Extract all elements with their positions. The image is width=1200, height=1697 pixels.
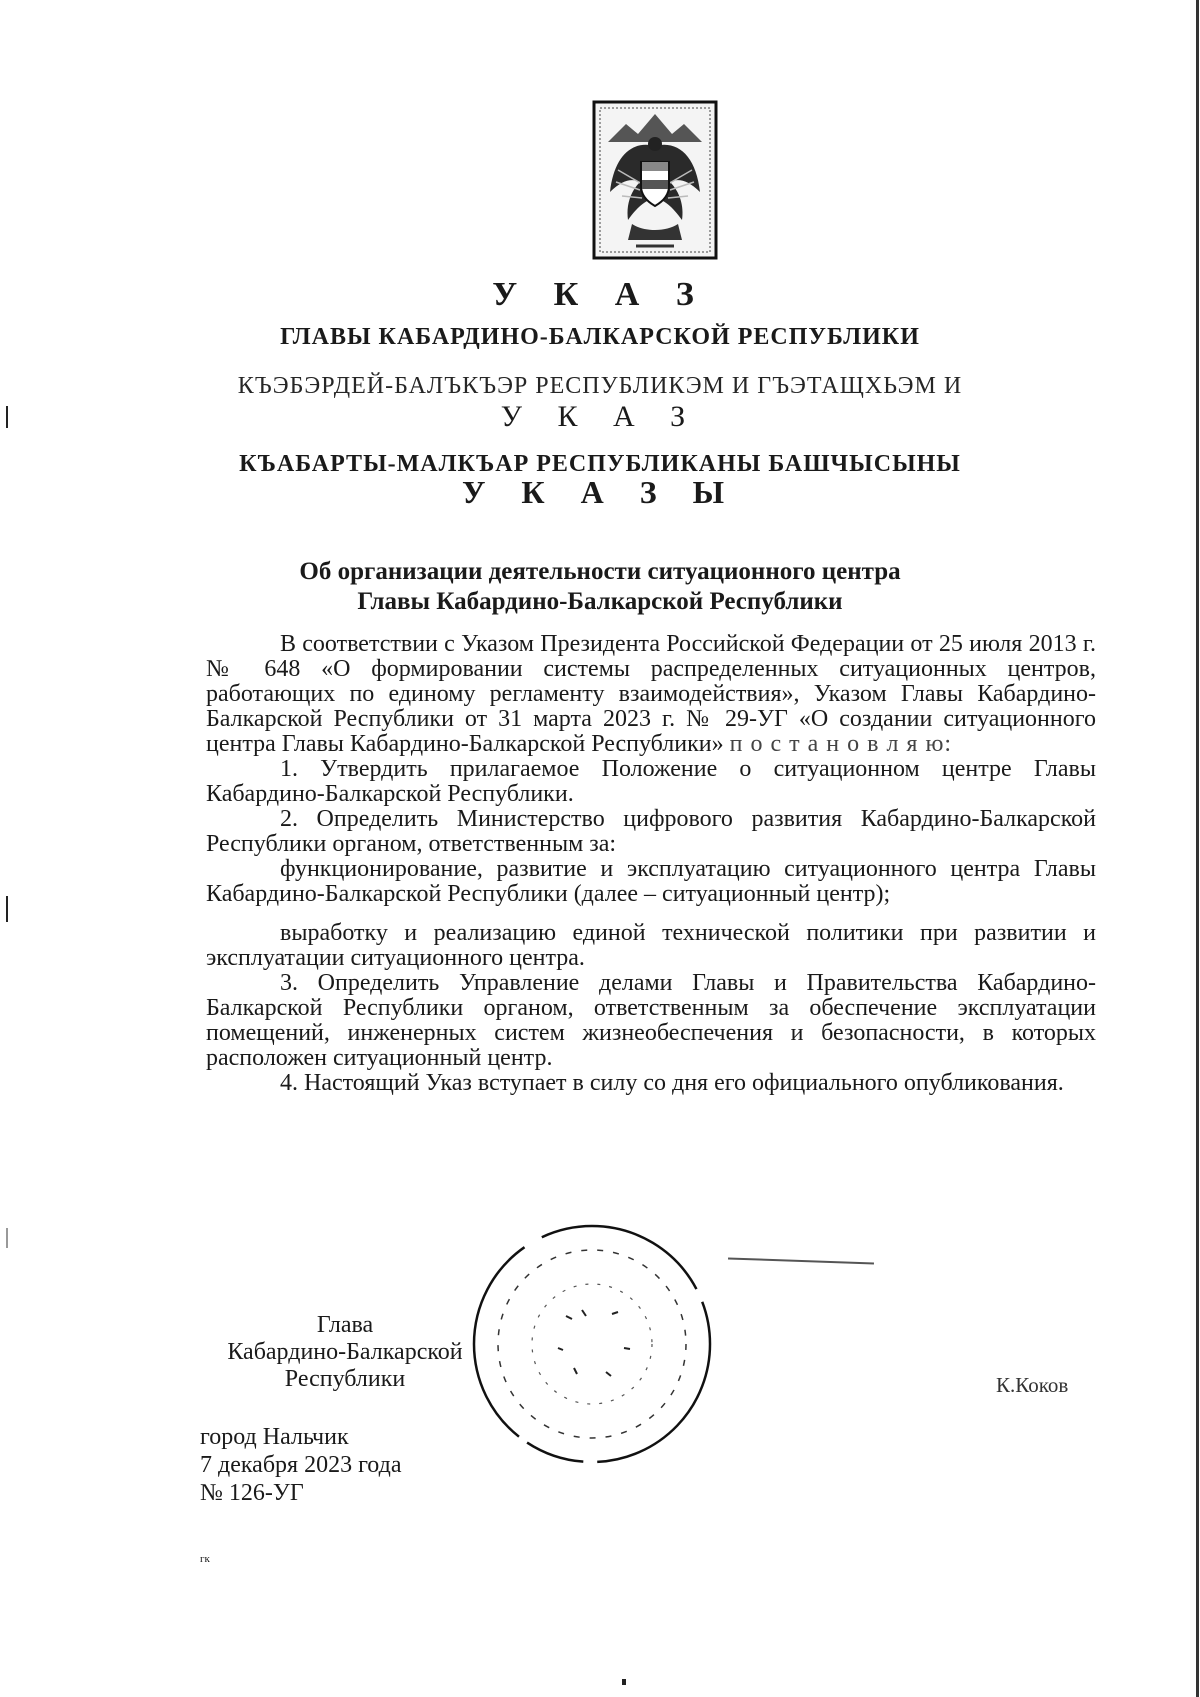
document-number: № 126-УГ <box>200 1480 304 1506</box>
document-title-line-2: Главы Кабардино-Балкарской Республики <box>357 588 843 615</box>
signature-stroke <box>728 1257 874 1264</box>
executor-marker: гк <box>200 1553 210 1565</box>
scan-margin-mark <box>6 406 8 428</box>
scan-margin-mark <box>6 896 8 922</box>
signature-position-line-2: Кабардино-Балкарской <box>227 1339 463 1365</box>
signature-position <box>200 1312 490 1393</box>
issuing-authority-krc: КЪАБАРТЫ-МАЛКЪАР РЕСПУБЛИКАНЫ БАШЧЫСЫНЫ <box>239 451 961 477</box>
decree-heading: У К А З <box>492 276 708 313</box>
signature-position-line-1: Глава <box>316 1312 374 1338</box>
official-seal-stamp <box>462 1218 722 1468</box>
preamble-text: В соответствии с Указом Президента Российской Федерации от 25 июля 2013 г. № 648 «О формировании системы распределенных ситуационных центров, работающих по единому регламенту взаимодействия», Указом Главы Кабардино-Балкарской Республики от 31 марта 2023 г. № 29-УГ «О создании ситуационного центра Главы Кабардино-Балкарской Республики» <box>206 631 1096 757</box>
item-3: 3. Определить Управление делами Главы и Правительства Кабардино-Балкарской Республики органом, ответственным за обеспечение эксплуатации помещений, инженерных систем жизнеобеспечения и безопасности, в которых расположен ситуационный центр. <box>206 970 1096 1071</box>
scan-dot <box>622 1679 626 1685</box>
item-2-clause-b: выработку и реализацию единой технической политики при развитии и эксплуатации ситуационного центра. <box>206 920 1096 971</box>
decree-heading-kbd: У К А З <box>500 400 700 433</box>
preamble-paragraph <box>206 632 1096 757</box>
decree-word: п о с т а н о в л я ю: <box>729 731 953 757</box>
decree-body <box>206 632 1096 1096</box>
issue-date: 7 декабря 2023 года <box>200 1452 402 1478</box>
signer-name: К.Коков <box>996 1373 1069 1397</box>
document-title-line-1: Об организации деятельности ситуационного центра <box>299 558 901 585</box>
document-title <box>0 557 1200 617</box>
item-2: 2. Определить Министерство цифрового развития Кабардино-Балкарской Республики органом, ответственным за: <box>206 806 1096 857</box>
item-4: 4. Настоящий Указ вступает в силу со дня его официального опубликования. <box>280 1070 1064 1096</box>
item-2-clause-a: функционирование, развитие и эксплуатацию ситуационного центра Главы Кабардино-Балкарской Республики (далее – ситуационный центр); <box>206 856 1096 907</box>
issue-city: город Нальчик <box>200 1424 349 1450</box>
decree-heading-krc: У К А З Ы <box>461 474 739 510</box>
coat-of-arms-emblem <box>592 100 718 260</box>
issuing-authority-kbd: КЪЭБЭРДЕЙ-БАЛЪКЪЭР РЕСПУБЛИКЭМ И ГЪЭТАЩХЬЭМ И <box>237 373 963 399</box>
scan-edge-line <box>1196 0 1199 1697</box>
item-1: 1. Утвердить прилагаемое Положение о ситуационном центре Главы Кабардино-Балкарской Республики. <box>206 756 1096 807</box>
issuing-authority-ru: ГЛАВЫ КАБАРДИНО-БАЛКАРСКОЙ РЕСПУБЛИКИ <box>280 324 920 350</box>
signature-position-line-3: Республики <box>284 1366 406 1392</box>
scan-margin-mark <box>6 1228 8 1248</box>
document-footer <box>200 1423 401 1507</box>
